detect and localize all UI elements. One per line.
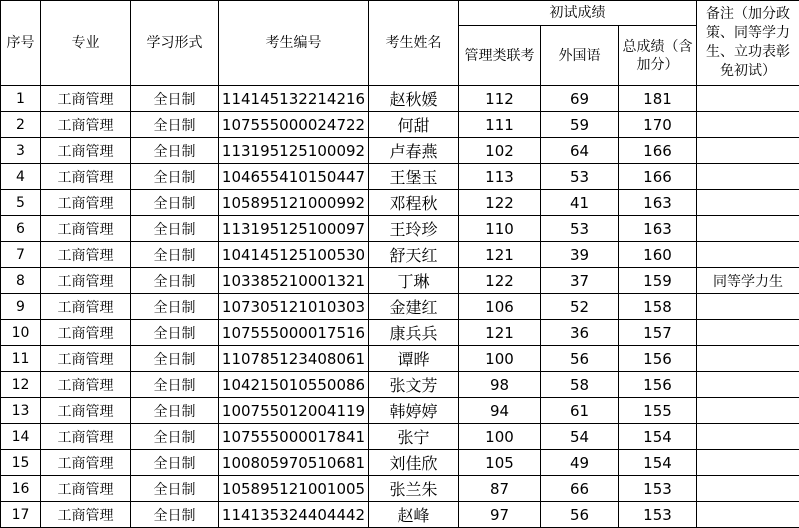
cell-score-total: 160 (619, 242, 697, 268)
cell-candidate-code: 104655410150447 (219, 164, 369, 190)
cell-major: 工商管理 (41, 164, 131, 190)
cell-index: 17 (1, 502, 41, 528)
cell-candidate-name: 金建红 (369, 294, 459, 320)
cell-score-foreign: 58 (541, 372, 619, 398)
cell-index: 13 (1, 398, 41, 424)
cell-score-foreign: 41 (541, 190, 619, 216)
cell-study-mode: 全日制 (131, 216, 219, 242)
cell-candidate-name: 舒天红 (369, 242, 459, 268)
cell-study-mode: 全日制 (131, 242, 219, 268)
cell-candidate-code: 104145125100530 (219, 242, 369, 268)
cell-score-foreign: 61 (541, 398, 619, 424)
cell-index: 16 (1, 476, 41, 502)
cell-major: 工商管理 (41, 476, 131, 502)
cell-remark (697, 372, 799, 398)
cell-score-foreign: 52 (541, 294, 619, 320)
cell-candidate-code: 107305121010303 (219, 294, 369, 320)
header-remark: 备注（加分政策、同等学力生、立功表彰免初试） (697, 1, 799, 86)
cell-score-total: 154 (619, 450, 697, 476)
cell-candidate-name: 赵秋媛 (369, 86, 459, 112)
cell-candidate-name: 康兵兵 (369, 320, 459, 346)
cell-index: 2 (1, 112, 41, 138)
cell-major: 工商管理 (41, 112, 131, 138)
cell-study-mode: 全日制 (131, 424, 219, 450)
cell-study-mode: 全日制 (131, 86, 219, 112)
table-row (1, 190, 799, 216)
cell-study-mode: 全日制 (131, 398, 219, 424)
cell-candidate-name: 邓程秋 (369, 190, 459, 216)
table-row (1, 424, 799, 450)
cell-score-foreign: 64 (541, 138, 619, 164)
table-row (1, 346, 799, 372)
cell-score-management: 111 (459, 112, 541, 138)
cell-score-management: 121 (459, 242, 541, 268)
cell-major: 工商管理 (41, 320, 131, 346)
cell-score-foreign: 56 (541, 502, 619, 528)
cell-index: 5 (1, 190, 41, 216)
cell-score-management: 112 (459, 86, 541, 112)
cell-index: 12 (1, 372, 41, 398)
cell-candidate-code: 107555000017516 (219, 320, 369, 346)
table-row (1, 372, 799, 398)
cell-candidate-name: 韩婷婷 (369, 398, 459, 424)
cell-major: 工商管理 (41, 216, 131, 242)
cell-index: 9 (1, 294, 41, 320)
cell-score-management: 121 (459, 320, 541, 346)
cell-score-foreign: 54 (541, 424, 619, 450)
cell-score-management: 122 (459, 268, 541, 294)
cell-score-total: 154 (619, 424, 697, 450)
table-row (1, 164, 799, 190)
header-subject-management: 管理类联考 (459, 26, 541, 86)
cell-score-management: 110 (459, 216, 541, 242)
cell-study-mode: 全日制 (131, 138, 219, 164)
cell-remark (697, 216, 799, 242)
cell-score-total: 166 (619, 138, 697, 164)
cell-study-mode: 全日制 (131, 450, 219, 476)
cell-score-management: 100 (459, 424, 541, 450)
cell-score-foreign: 53 (541, 216, 619, 242)
cell-score-management: 122 (459, 190, 541, 216)
cell-study-mode: 全日制 (131, 346, 219, 372)
cell-major: 工商管理 (41, 86, 131, 112)
cell-score-management: 98 (459, 372, 541, 398)
cell-candidate-code: 105895121001005 (219, 476, 369, 502)
cell-index: 1 (1, 86, 41, 112)
table-header (1, 1, 799, 86)
cell-major: 工商管理 (41, 424, 131, 450)
cell-study-mode: 全日制 (131, 320, 219, 346)
table-row (1, 242, 799, 268)
cell-candidate-code: 110785123408061 (219, 346, 369, 372)
cell-study-mode: 全日制 (131, 502, 219, 528)
header-index: 序号 (1, 1, 41, 86)
cell-score-management: 105 (459, 450, 541, 476)
cell-score-total: 163 (619, 190, 697, 216)
cell-study-mode: 全日制 (131, 164, 219, 190)
header-subject-foreign-language: 外国语 (541, 26, 619, 86)
cell-remark (697, 320, 799, 346)
table-row (1, 216, 799, 242)
cell-candidate-code: 114145132214216 (219, 86, 369, 112)
table-row (1, 86, 799, 112)
cell-candidate-name: 刘佳欣 (369, 450, 459, 476)
cell-candidate-name: 张兰朱 (369, 476, 459, 502)
cell-candidate-code: 103385210001321 (219, 268, 369, 294)
cell-score-total: 159 (619, 268, 697, 294)
header-major: 专业 (41, 1, 131, 86)
cell-study-mode: 全日制 (131, 372, 219, 398)
cell-candidate-name: 张宁 (369, 424, 459, 450)
cell-score-total: 153 (619, 476, 697, 502)
header-study-mode: 学习形式 (131, 1, 219, 86)
cell-score-management: 97 (459, 502, 541, 528)
cell-major: 工商管理 (41, 294, 131, 320)
cell-remark (697, 164, 799, 190)
cell-score-total: 155 (619, 398, 697, 424)
cell-score-total: 158 (619, 294, 697, 320)
cell-score-total: 170 (619, 112, 697, 138)
cell-major: 工商管理 (41, 372, 131, 398)
cell-major: 工商管理 (41, 190, 131, 216)
cell-score-foreign: 39 (541, 242, 619, 268)
cell-score-total: 156 (619, 346, 697, 372)
cell-score-foreign: 66 (541, 476, 619, 502)
header-group-preliminary-score: 初试成绩 (459, 1, 697, 26)
cell-candidate-code: 105895121000992 (219, 190, 369, 216)
cell-index: 10 (1, 320, 41, 346)
header-total-score: 总成绩（含加分） (619, 26, 697, 86)
cell-major: 工商管理 (41, 398, 131, 424)
header-candidate-name: 考生姓名 (369, 1, 459, 86)
cell-candidate-code: 104215010550086 (219, 372, 369, 398)
cell-study-mode: 全日制 (131, 476, 219, 502)
cell-candidate-name: 赵峰 (369, 502, 459, 528)
cell-remark (697, 476, 799, 502)
cell-score-foreign: 53 (541, 164, 619, 190)
cell-score-total: 157 (619, 320, 697, 346)
cell-major: 工商管理 (41, 242, 131, 268)
cell-remark (697, 190, 799, 216)
cell-score-management: 87 (459, 476, 541, 502)
cell-candidate-name: 谭晔 (369, 346, 459, 372)
cell-candidate-code: 100805970510681 (219, 450, 369, 476)
cell-index: 6 (1, 216, 41, 242)
cell-candidate-code: 114135324404442 (219, 502, 369, 528)
table-body (1, 86, 799, 528)
cell-candidate-name: 丁琳 (369, 268, 459, 294)
cell-score-foreign: 49 (541, 450, 619, 476)
cell-candidate-code: 113195125100092 (219, 138, 369, 164)
table-row (1, 502, 799, 528)
cell-candidate-name: 王堡玉 (369, 164, 459, 190)
cell-index: 3 (1, 138, 41, 164)
cell-remark (697, 294, 799, 320)
table-row (1, 268, 799, 294)
cell-score-foreign: 37 (541, 268, 619, 294)
cell-candidate-name: 何甜 (369, 112, 459, 138)
cell-remark (697, 242, 799, 268)
cell-index: 14 (1, 424, 41, 450)
table-row (1, 320, 799, 346)
cell-score-foreign: 36 (541, 320, 619, 346)
cell-score-total: 181 (619, 86, 697, 112)
cell-score-foreign: 59 (541, 112, 619, 138)
table-row (1, 294, 799, 320)
cell-study-mode: 全日制 (131, 294, 219, 320)
cell-study-mode: 全日制 (131, 112, 219, 138)
header-row-group (1, 1, 799, 26)
cell-candidate-name: 卢春燕 (369, 138, 459, 164)
cell-remark: 同等学力生 (697, 268, 799, 294)
cell-score-foreign: 69 (541, 86, 619, 112)
cell-index: 11 (1, 346, 41, 372)
cell-score-management: 100 (459, 346, 541, 372)
cell-index: 4 (1, 164, 41, 190)
cell-score-management: 113 (459, 164, 541, 190)
cell-candidate-code: 107555000017841 (219, 424, 369, 450)
cell-study-mode: 全日制 (131, 268, 219, 294)
cell-remark (697, 138, 799, 164)
cell-score-foreign: 56 (541, 346, 619, 372)
cell-study-mode: 全日制 (131, 190, 219, 216)
cell-score-management: 94 (459, 398, 541, 424)
cell-score-total: 166 (619, 164, 697, 190)
table-row (1, 112, 799, 138)
cell-remark (697, 346, 799, 372)
cell-major: 工商管理 (41, 502, 131, 528)
cell-candidate-code: 107555000024722 (219, 112, 369, 138)
cell-score-management: 102 (459, 138, 541, 164)
table-row (1, 450, 799, 476)
cell-major: 工商管理 (41, 450, 131, 476)
cell-candidate-name: 王玲珍 (369, 216, 459, 242)
cell-candidate-code: 100755012004119 (219, 398, 369, 424)
cell-remark (697, 502, 799, 528)
cell-major: 工商管理 (41, 346, 131, 372)
table-row (1, 398, 799, 424)
cell-index: 8 (1, 268, 41, 294)
cell-score-total: 156 (619, 372, 697, 398)
cell-candidate-code: 113195125100097 (219, 216, 369, 242)
cell-major: 工商管理 (41, 268, 131, 294)
cell-score-total: 153 (619, 502, 697, 528)
cell-score-total: 163 (619, 216, 697, 242)
table-row (1, 138, 799, 164)
cell-remark (697, 86, 799, 112)
cell-index: 15 (1, 450, 41, 476)
cell-candidate-name: 张文芳 (369, 372, 459, 398)
cell-index: 7 (1, 242, 41, 268)
header-candidate-code: 考生编号 (219, 1, 369, 86)
cell-score-management: 106 (459, 294, 541, 320)
cell-remark (697, 424, 799, 450)
cell-major: 工商管理 (41, 138, 131, 164)
table-row (1, 476, 799, 502)
cell-remark (697, 450, 799, 476)
cell-remark (697, 112, 799, 138)
cell-remark (697, 398, 799, 424)
